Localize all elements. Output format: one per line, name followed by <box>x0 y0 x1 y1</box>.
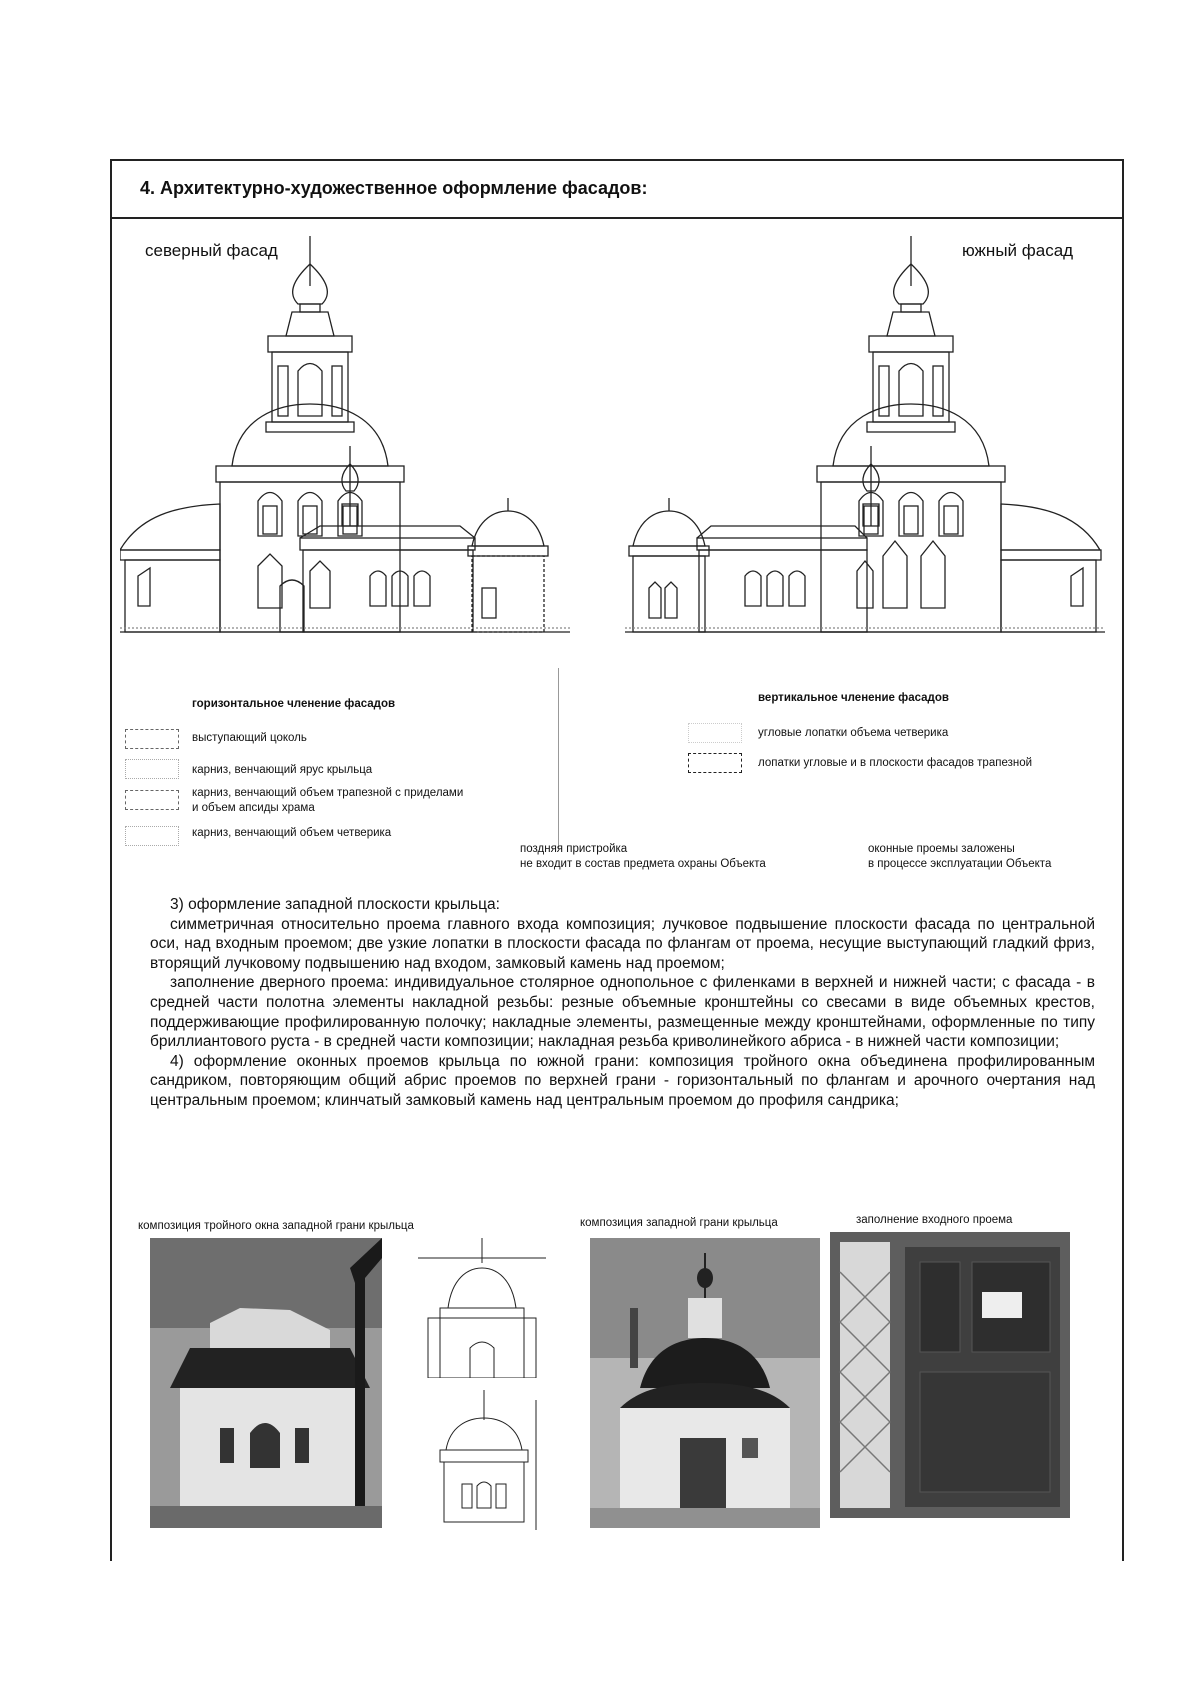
point-4-body: 4) оформление оконных проемов крыльца по южной грани: композиция тройного окна объединена профилированным сандриком, повторяющим общий абрис проемов по верхней грани - горизонтальный по флангам и арочного очертания над центральным проемом; клинчатый замковый камень над центральным проемом до профиля сандрика; <box>150 1052 1095 1109</box>
legend-item-corner-pilasters: угловые лопатки объема четверика <box>758 727 949 739</box>
point-3-heading: 3) оформление западной плоскости крыльца: <box>170 896 500 913</box>
south-facade-drawing <box>625 236 1115 676</box>
legend-item-apse-cornice: и объем апсиды храма <box>192 802 315 814</box>
legend-swatch-refectory-pilasters <box>688 753 742 773</box>
porch-elevation-drawing-1 <box>418 1238 546 1378</box>
legend-swatch-porch-cornice <box>125 759 179 779</box>
late-addition-note-1: поздняя пристройка <box>520 843 628 855</box>
porch-elevation-drawing-2 <box>424 1390 548 1530</box>
photo-west-face <box>590 1238 820 1528</box>
caption-triple-window: композиция тройного окна западной грани крыльца <box>138 1220 414 1232</box>
horizontal-legend-title: горизонтальное членение фасадов <box>192 698 396 710</box>
north-facade-drawing <box>120 236 600 676</box>
windows-note-2: в процессе эксплуатации Объекта <box>868 858 1052 870</box>
description-text <box>150 895 1095 1111</box>
legend-swatch-plinth <box>125 729 179 749</box>
point-3-door: заполнение дверного проема: индивидуальное столярное однопольное с филенками в верхней и нижней части; с фасада - в средней части полотна элементы накладной резьбы: резные объемные кронштейны со свесами в виде объемных крестов, поддерживающие профилированную полочку; накладные элементы, размещенные между кронштейнами, оформленные по типу бриллиантового руста - в средней части композиции; накладная резьба криволинейкого абриса - в нижней части композиции; <box>150 974 1095 1051</box>
windows-note-1: оконные проемы заложены <box>868 843 1015 855</box>
photo-triple-window <box>150 1238 382 1528</box>
section-title: 4. Архитектурно-художественное оформление фасадов: <box>140 178 648 198</box>
point-3-body: симметричная относительно проема главного входа композиция; лучковое подвышение плоскости фасада по центральной оси, над входным проемом; две узкие лопатки в плоскости фасада по флангам от проема, несущие выступающий гладкий фриз, вторящий лучковому подвышению над входом, замковый камень над проемом; <box>150 915 1095 972</box>
north-facade-label: северный фасад <box>145 241 278 260</box>
legend-divider <box>558 668 559 848</box>
photo-entrance-door <box>830 1232 1070 1518</box>
vertical-legend-title: вертикальное членение фасадов <box>758 692 949 704</box>
legend-swatch-corner-pilasters <box>688 723 742 743</box>
caption-entrance: заполнение входного проема <box>856 1214 1013 1226</box>
south-facade-label: южный фасад <box>962 241 1074 260</box>
legend-swatch-chetverik-cornice <box>125 826 179 846</box>
legend-item-chetverik-cornice: карниз, венчающий объем четверика <box>192 827 392 839</box>
legend-item-plinth: выступающий цоколь <box>192 732 307 744</box>
caption-west-face: композиция западной грани крыльца <box>580 1217 778 1229</box>
legend-item-refectory-pilasters: лопатки угловые и в плоскости фасадов трапезной <box>758 757 1033 769</box>
legend-swatch-refectory-cornice <box>125 790 179 810</box>
legend-item-refectory-cornice: карниз, венчающий объем трапезной с приделами <box>192 787 464 799</box>
late-addition-note-2: не входит в состав предмета охраны Объекта <box>520 858 766 870</box>
legend-item-porch-cornice: карниз, венчающий ярус крыльца <box>192 764 373 776</box>
section-header <box>112 161 1122 219</box>
